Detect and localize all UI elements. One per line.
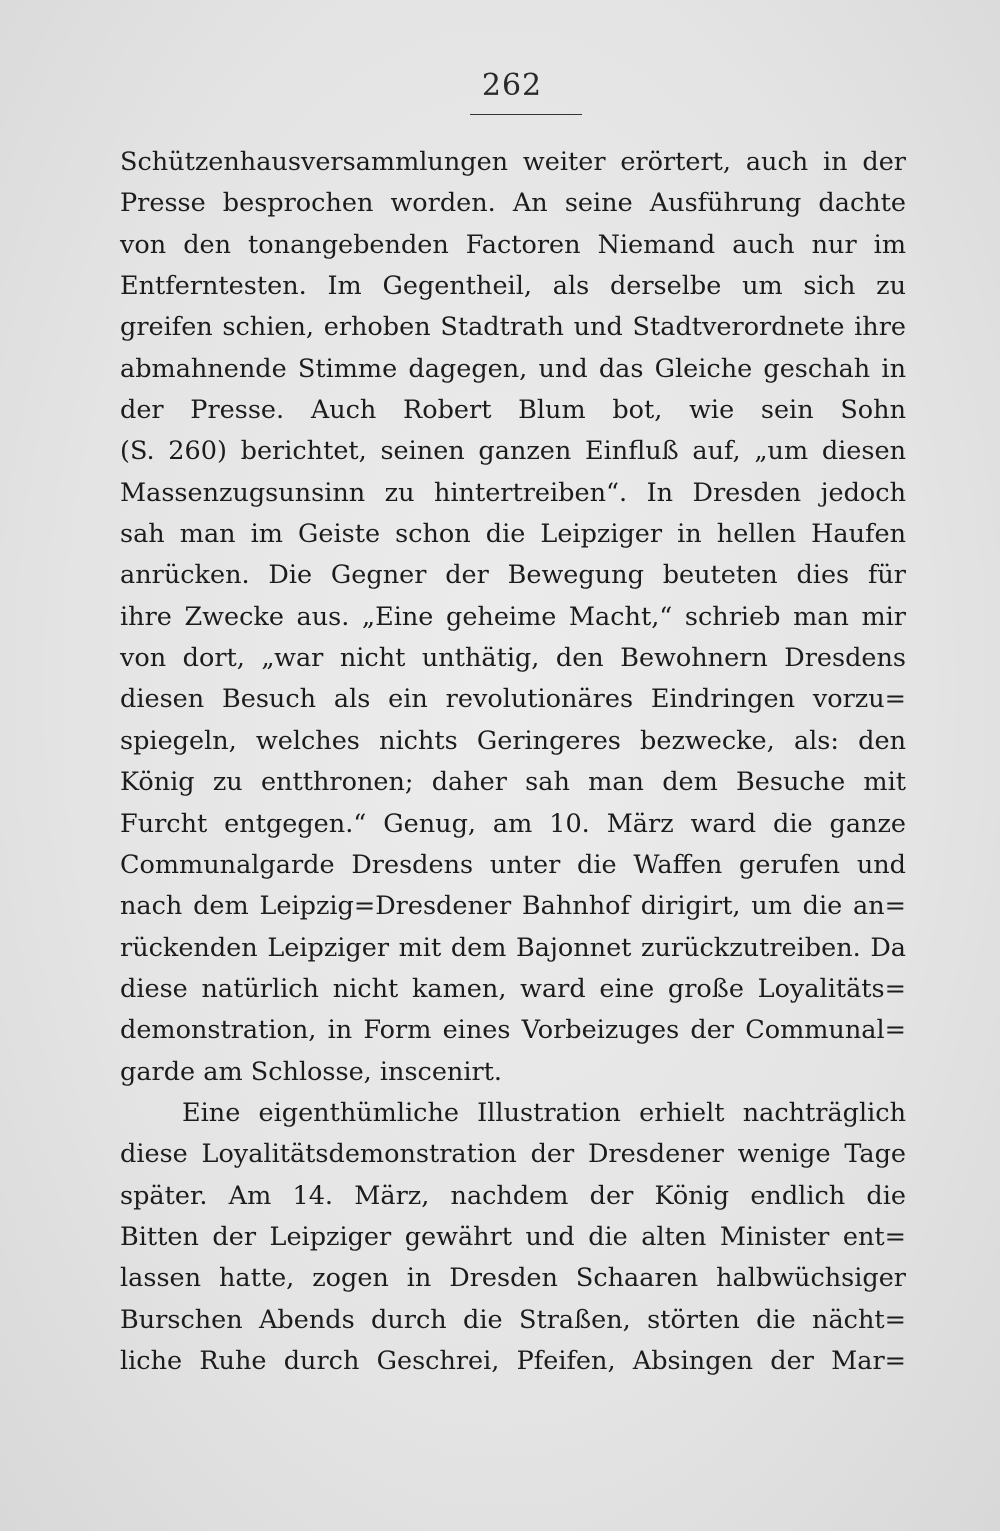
text-line: diesen Besuch als ein revolutionäres Eindringen vorzu=: [120, 684, 906, 715]
text-line: nach dem Leipzig=Dresdener Bahnhof dirigirt, um die an=: [120, 891, 906, 922]
text-line: Schützenhausversammlungen weiter erörtert, auch in der: [120, 147, 906, 177]
text-line: Bitten der Leipziger gewährt und die alten Minister ent=: [120, 1221, 906, 1252]
text-line: König zu entthronen; daher sah man dem Besuche mit: [120, 767, 906, 798]
text-line: (S. 260) berichtet, seinen ganzen Einfluß auf, „um diesen: [120, 436, 906, 467]
text-line: von dort, „war nicht unthätig, den Bewohnern Dresdens: [120, 643, 906, 674]
text-line: ihre Zwecke aus. „Eine geheime Macht,“ schrieb man mir: [120, 601, 906, 632]
text-line: spiegeln, welches nichts Geringeres bezwecke, als: den: [120, 725, 906, 756]
text-line: greifen schien, erhoben Stadtrath und Stadtverordnete ihre: [120, 312, 906, 343]
text-line: von den tonangebenden Factoren Niemand auch nur im: [120, 229, 906, 260]
text-line: diese Loyalitätsdemonstration der Dresdener wenige Tage: [120, 1139, 906, 1170]
text-line: Eine eigenthümliche Illustration erhielt nachträglich: [182, 1097, 906, 1128]
text-line: Massenzugsunsinn zu hintertreiben“. In Dresden jedoch: [120, 477, 906, 508]
text-line: anrücken. Die Gegner der Bewegung beuteten dies für: [120, 560, 906, 591]
text-line: später. Am 14. März, nachdem der König endlich die: [120, 1180, 906, 1211]
text-line: garde am Schlosse, inscenirt.: [120, 1056, 503, 1087]
text-line: liche Ruhe durch Geschrei, Pfeifen, Absingen der Mar=: [120, 1345, 906, 1376]
text-line: abmahnende Stimme dagegen, und das Gleiche geschah in: [120, 353, 906, 384]
text-line: diese natürlich nicht kamen, ward eine große Loyalitäts=: [120, 973, 906, 1004]
body-text: [120, 142, 906, 1382]
text-line: Presse besprochen worden. An seine Ausführung dachte: [120, 188, 906, 219]
text-line: der Presse. Auch Robert Blum bot, wie sein Sohn: [120, 395, 906, 426]
text-line: rückenden Leipziger mit dem Bajonnet zurückzutreiben. Da: [120, 932, 906, 963]
header-rule: [470, 114, 582, 115]
page-number: 262: [481, 68, 543, 103]
text-line: Burschen Abends durch die Straßen, störten die nächt=: [120, 1304, 906, 1335]
text-line: sah man im Geiste schon die Leipziger in hellen Haufen: [120, 519, 906, 550]
text-line: lassen hatte, zogen in Dresden Schaaren halbwüchsiger: [120, 1263, 906, 1294]
text-line: Entferntesten. Im Gegentheil, als derselbe um sich zu: [120, 271, 906, 302]
text-line: demonstration, in Form eines Vorbeizuges der Communal=: [120, 1015, 906, 1046]
text-line: Communalgarde Dresdens unter die Waffen gerufen und: [120, 849, 906, 880]
text-line: Furcht entgegen.“ Genug, am 10. März ward die ganze: [120, 808, 906, 839]
